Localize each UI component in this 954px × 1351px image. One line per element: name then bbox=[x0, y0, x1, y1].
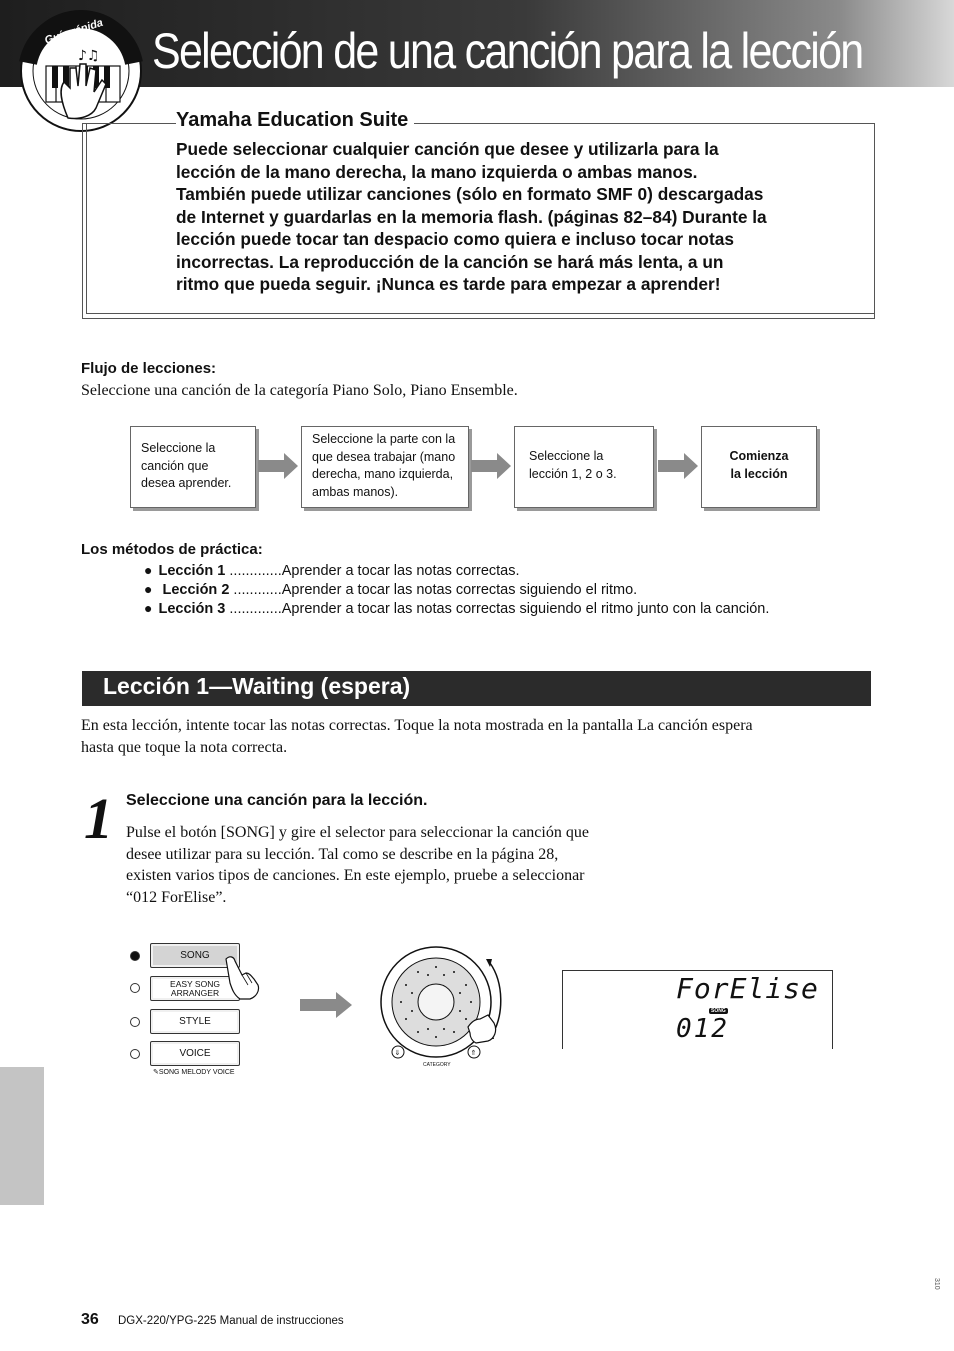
intro-line: Puede seleccionar cualquier canción que desee y utilizarla para la bbox=[176, 139, 719, 159]
method-desc: Aprender a tocar las notas correctas. bbox=[281, 563, 520, 579]
flow-step-line: Seleccione la bbox=[141, 441, 216, 455]
flow-step-line: Seleccione la bbox=[529, 449, 604, 463]
flow-step-line: derecha, mano izquierda, bbox=[312, 467, 454, 481]
pen-icon: ✎ bbox=[153, 1069, 159, 1076]
quick-guide-badge-icon bbox=[18, 8, 144, 134]
intro-line: de Internet y guardarlas en la memoria flash. (páginas 82–84) Durante la bbox=[176, 206, 767, 227]
flow-step-line: canción que bbox=[141, 458, 209, 473]
methods-heading: Los métodos de práctica: bbox=[81, 541, 263, 558]
step-text-line: Pulse el botón [SONG] y gire el selector para seleccionar la canción que bbox=[126, 824, 589, 841]
intro-line: También puede utilizar canciones (sólo en formato SMF 0) descargadas bbox=[176, 184, 764, 204]
step-text-line: “012 ForElise”. bbox=[126, 888, 227, 906]
flow-arrow-icon bbox=[258, 453, 298, 479]
flow-step-4 bbox=[701, 426, 817, 508]
method-desc: Aprender a tocar las notas correctas siguiendo el ritmo. bbox=[281, 582, 638, 598]
method-item bbox=[144, 581, 637, 598]
easy-song-arranger-button[interactable]: EASY SONG ARRANGER bbox=[150, 976, 240, 1001]
panel-footer bbox=[153, 1068, 235, 1076]
step-text-line: existen varios tipos de canciones. En este ejemplo, pruebe a seleccionar bbox=[126, 867, 585, 884]
voice-led-icon bbox=[130, 1049, 140, 1059]
voice-button[interactable]: VOICE bbox=[150, 1041, 240, 1066]
method-name: Lección 1 bbox=[158, 563, 226, 579]
intro-line: lección puede tocar tan despacio como quiera e incluso tocar notas bbox=[176, 229, 734, 249]
easy-song-arranger-led-icon bbox=[130, 983, 140, 993]
side-tab bbox=[0, 1067, 44, 1205]
method-name: Lección 2 bbox=[162, 582, 230, 598]
footer-manual-title: DGX-220/YPG-225 Manual de instrucciones bbox=[118, 1315, 344, 1327]
flow-step-line: Seleccione la parte con la bbox=[312, 432, 456, 446]
flow-step-line: que desea trabajar (mano bbox=[312, 449, 456, 464]
pressing-finger-icon bbox=[222, 955, 262, 1001]
flow-step-line: ambas manos). bbox=[312, 484, 399, 499]
lcd-song-name: ForElise bbox=[676, 972, 819, 1005]
step-text bbox=[126, 822, 671, 908]
lesson-text-line: hasta que toque la nota correcta. bbox=[81, 739, 288, 756]
flow-step-line: desea aprender. bbox=[141, 476, 232, 490]
page-title: Selección de una canción para la lección bbox=[152, 23, 863, 79]
lcd-song-number: 012 bbox=[676, 1014, 729, 1044]
flow-step-line: lección 1, 2 o 3. bbox=[529, 466, 617, 481]
svg-text:⇓: ⇓ bbox=[394, 1050, 401, 1057]
flow-step-line: Comienza bbox=[729, 449, 789, 463]
song-led-icon bbox=[130, 951, 140, 961]
method-desc: Aprender a tocar las notas correctas siguiendo el ritmo junto con la canción. bbox=[281, 601, 770, 617]
flow-arrow-icon bbox=[471, 453, 511, 479]
song-button[interactable]: SONG bbox=[150, 943, 240, 968]
badge-text: Guía rápida bbox=[43, 16, 105, 47]
flow-step-line: la lección bbox=[730, 466, 788, 481]
intro-text bbox=[176, 138, 846, 296]
page-number: 36 bbox=[81, 1311, 99, 1328]
flow-description: Seleccione una canción de la categoría Piano Solo, Piano Ensemble. bbox=[81, 382, 518, 399]
bullet-icon: ● bbox=[144, 600, 153, 616]
step-text-line: desee utilizar para su lección. Tal como se describe en la página 28, bbox=[126, 845, 559, 863]
flow-step-1 bbox=[130, 426, 256, 508]
bullet-icon: ● bbox=[144, 562, 153, 578]
bullet-icon: ● bbox=[144, 581, 153, 597]
arrow-right-icon bbox=[300, 992, 352, 1018]
lesson-title: Lección 1—Waiting (espera) bbox=[103, 673, 411, 699]
intro-line: ritmo que pueda seguir. ¡Nunca es tarde para empezar a aprender! bbox=[176, 274, 721, 294]
step-heading: Seleccione una canción para la lección. bbox=[126, 792, 428, 809]
method-leader: ............. bbox=[229, 563, 282, 579]
lcd-song-tag: SONG bbox=[711, 1008, 726, 1014]
method-item bbox=[144, 600, 769, 617]
panel-footer-label: SONG MELODY VOICE bbox=[158, 1069, 235, 1076]
data-dial-icon[interactable] bbox=[376, 945, 516, 1070]
method-leader: ............. bbox=[229, 601, 282, 617]
margin-code: 310 bbox=[933, 1278, 940, 1290]
style-button[interactable]: STYLE bbox=[150, 1009, 240, 1034]
step-number: 1 bbox=[84, 786, 113, 851]
dial-label: CATEGORY bbox=[423, 1062, 451, 1068]
flow-step-3 bbox=[514, 426, 654, 508]
method-name: Lección 3 bbox=[158, 601, 226, 617]
intro-line: lección de la mano derecha, la mano izquierda o ambas manos. bbox=[176, 161, 698, 182]
intro-line: incorrectas. La reproducción de la canción se hará más lenta, a un bbox=[176, 251, 724, 272]
flow-arrow-icon bbox=[658, 453, 698, 479]
style-led-icon bbox=[130, 1017, 140, 1027]
method-leader: ............ bbox=[233, 582, 282, 598]
svg-text:♪♫: ♪♫ bbox=[78, 48, 100, 64]
lesson-text bbox=[81, 715, 871, 759]
svg-text:⇑: ⇑ bbox=[470, 1050, 477, 1057]
lesson-text-line: En esta lección, intente tocar las notas correctas. Toque la nota mostrada en la pantalla La canción espera bbox=[81, 717, 753, 734]
flow-heading: Flujo de lecciones: bbox=[81, 360, 217, 377]
method-item bbox=[144, 562, 520, 579]
flow-step-2 bbox=[301, 426, 469, 508]
intro-heading: Yamaha Education Suite bbox=[176, 109, 414, 132]
